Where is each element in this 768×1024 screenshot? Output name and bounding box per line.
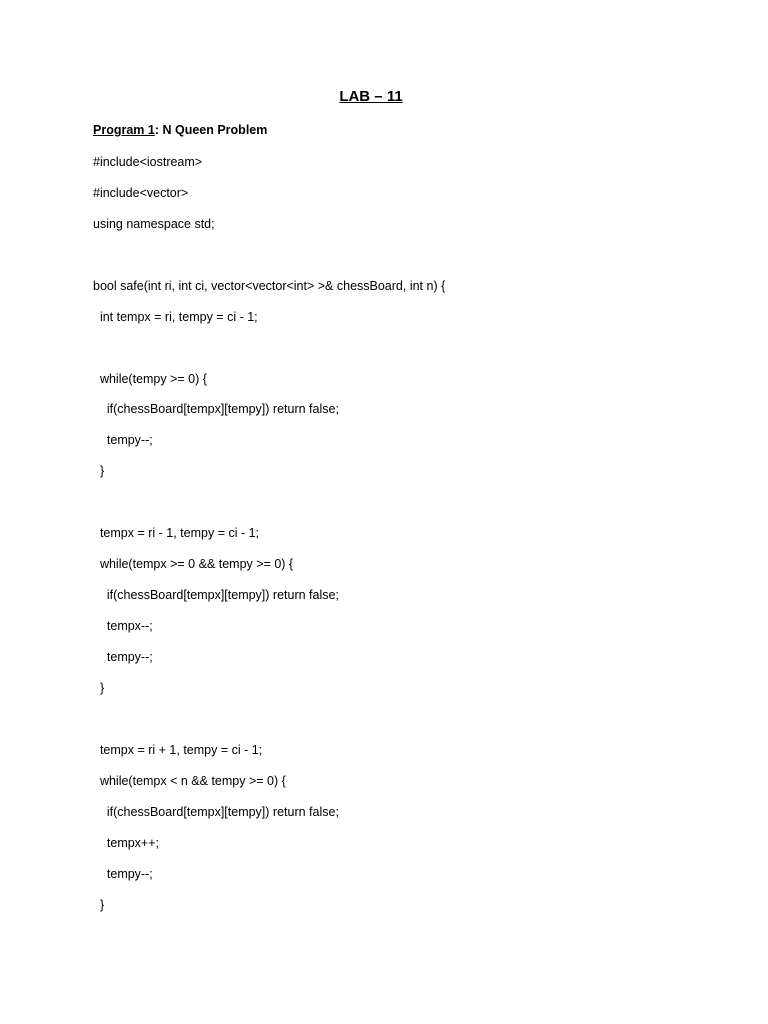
code-line: while(tempx < n && tempy >= 0) {	[93, 774, 286, 788]
program-label: Program 1	[93, 123, 155, 137]
code-line: tempx = ri + 1, tempy = ci - 1;	[93, 743, 263, 757]
code-line: tempy--;	[93, 650, 153, 664]
code-line: tempx--;	[93, 619, 153, 633]
code-block	[93, 0, 733, 1024]
code-line: while(tempy >= 0) {	[93, 372, 207, 386]
code-line: if(chessBoard[tempx][tempy]) return false;	[93, 402, 339, 416]
code-line: }	[93, 464, 105, 478]
code-line: tempy--;	[93, 433, 153, 447]
code-line: tempy--;	[93, 867, 153, 881]
code-line: tempx = ri - 1, tempy = ci - 1;	[93, 526, 260, 540]
code-line: using namespace std;	[93, 217, 215, 231]
code-line: }	[93, 898, 105, 912]
program-title: : N Queen Problem	[154, 123, 268, 137]
code-line: tempx++;	[93, 836, 160, 850]
code-line: int tempx = ri, tempy = ci - 1;	[93, 310, 258, 324]
page-title: LAB – 11	[339, 88, 403, 105]
code-line: if(chessBoard[tempx][tempy]) return false;	[93, 805, 339, 819]
code-line: }	[93, 681, 105, 695]
code-line: while(tempx >= 0 && tempy >= 0) {	[93, 557, 294, 571]
code-line: #include<iostream>	[93, 155, 203, 169]
code-line: #include<vector>	[93, 186, 189, 200]
code-line: if(chessBoard[tempx][tempy]) return false;	[93, 588, 339, 602]
code-line: bool safe(int ri, int ci, vector<vector<int> >& chessBoard, int n) {	[93, 279, 446, 293]
